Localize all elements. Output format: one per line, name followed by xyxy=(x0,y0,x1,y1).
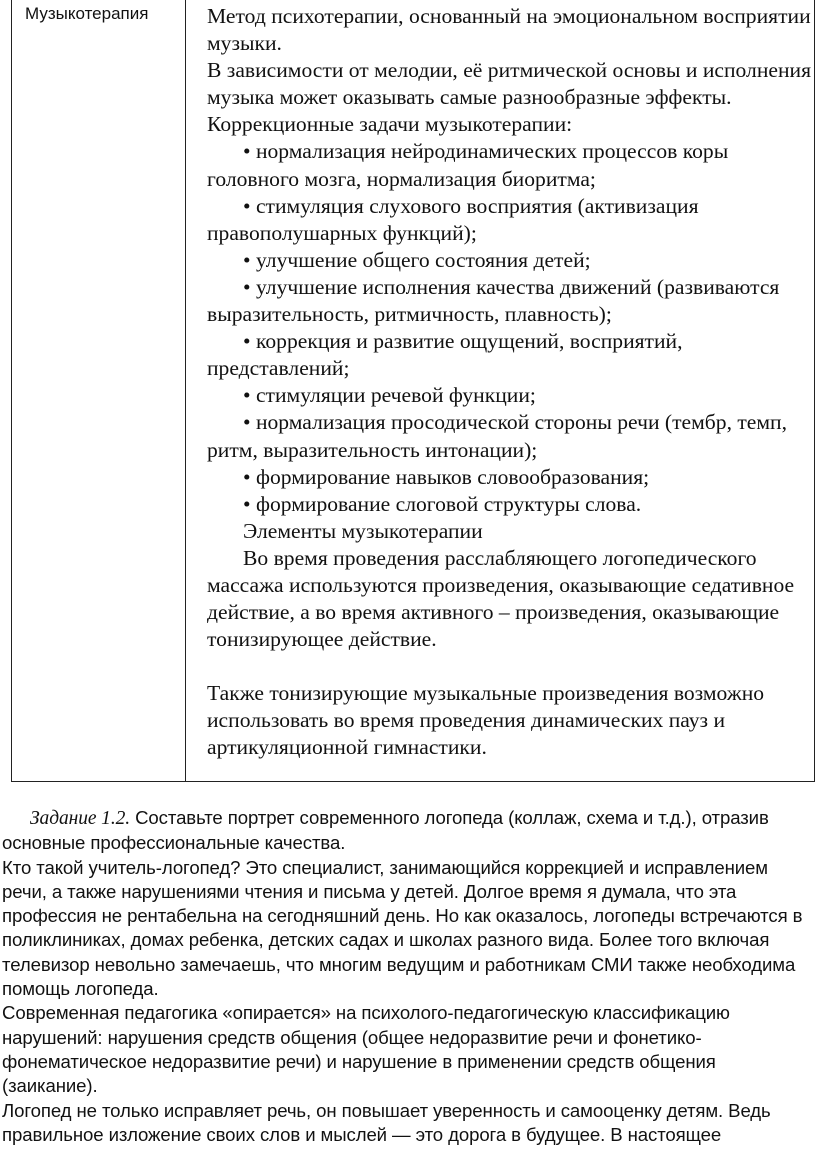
bullet-item: • стимуляции речевой функции; xyxy=(243,383,536,408)
elements-text: Во время проведения расслабляющего логопедического массажа используются произведения, оказывающие седативное действие, а во время активного – произведения, оказывающие тонизирующее действие. xyxy=(207,545,795,652)
bullet-item: • улучшение исполнения качества движений (развиваются выразительность, ритмичность, плавность); xyxy=(207,274,780,327)
body-paragraph: Логопед не только исправляет речь, он повышает уверенность и самооценку детям. Ведь правильное изложение своих слов и мыслей — это дорога в будущее. В настоящее xyxy=(2,1099,771,1145)
definition-table xyxy=(11,0,815,782)
closing-text: Также тонизирующие музыкальные произведения возможно использовать во время проведения динамических пауз и артикуляционной гимнастики. xyxy=(207,681,765,760)
table-description-cell xyxy=(207,3,816,762)
table-term-cell: Музыкотерапия xyxy=(25,4,149,23)
elements-heading: Элементы музыкотерапии xyxy=(243,518,483,543)
bullet-item: • коррекция и развитие ощущений, восприятий, представлений; xyxy=(207,329,683,381)
bullet-item: • нормализация нейродинамических процессов коры головного мозга, нормализация биоритма; xyxy=(207,139,729,191)
intro-line: Метод психотерапии, основанный на эмоциональном восприятии музыки. xyxy=(207,4,811,56)
bullet-item: • формирование слоговой структуры слова. xyxy=(243,491,642,516)
body-paragraph: Кто такой учитель-логопед? Это специалист, занимающийся коррекцией и исправлением речи, а также нарушениями чтения и письма у детей. Долгое время я думала, что эта профессия не рентабельна на сегодняшний день. Но как оказалось, логопеды встречаются в поликлиниках, домах ребенка, детских садах и школах разного вида. Более того включая телевизор невольно замечаешь, что многим ведущим и работникам СМИ также необходима помощь логопеда. xyxy=(2,856,803,1000)
body-text xyxy=(2,806,814,1147)
bullet-item: • формирование навыков словообразования; xyxy=(243,464,650,489)
bullet-item: • улучшение общего состояния детей; xyxy=(243,247,591,272)
table-column-divider xyxy=(185,0,186,781)
paragraph-gap xyxy=(207,653,816,680)
task-label: Задание 1.2. xyxy=(30,808,131,829)
bullet-item: • стимуляция слухового восприятия (активизация правополушарных функций); xyxy=(207,193,699,245)
task-text: Составьте портрет современного логопеда (коллаж, схема и т.д.), отразив основные профессиональные качества. xyxy=(2,807,769,854)
intro-line: В зависимости от мелодии, её ритмической основы и исполнения музыка может оказывать самые разнообразные эффекты. xyxy=(207,58,812,110)
bullet-item: • нормализация просодической стороны речи (тембр, темп, ритм, выразительность интонации); xyxy=(207,410,788,462)
intro-line: Коррекционные задачи музыкотерапии: xyxy=(207,112,573,137)
body-paragraph: Современная педагогика «опирается» на психолого-педагогическую классификацию нарушений: нарушения средств общения (общее недоразвитие речи и фонетико-фонематическое недоразвитие речи) и нарушение в применении средств общения (заикание). xyxy=(2,1002,730,1097)
task-paragraph xyxy=(2,806,814,856)
